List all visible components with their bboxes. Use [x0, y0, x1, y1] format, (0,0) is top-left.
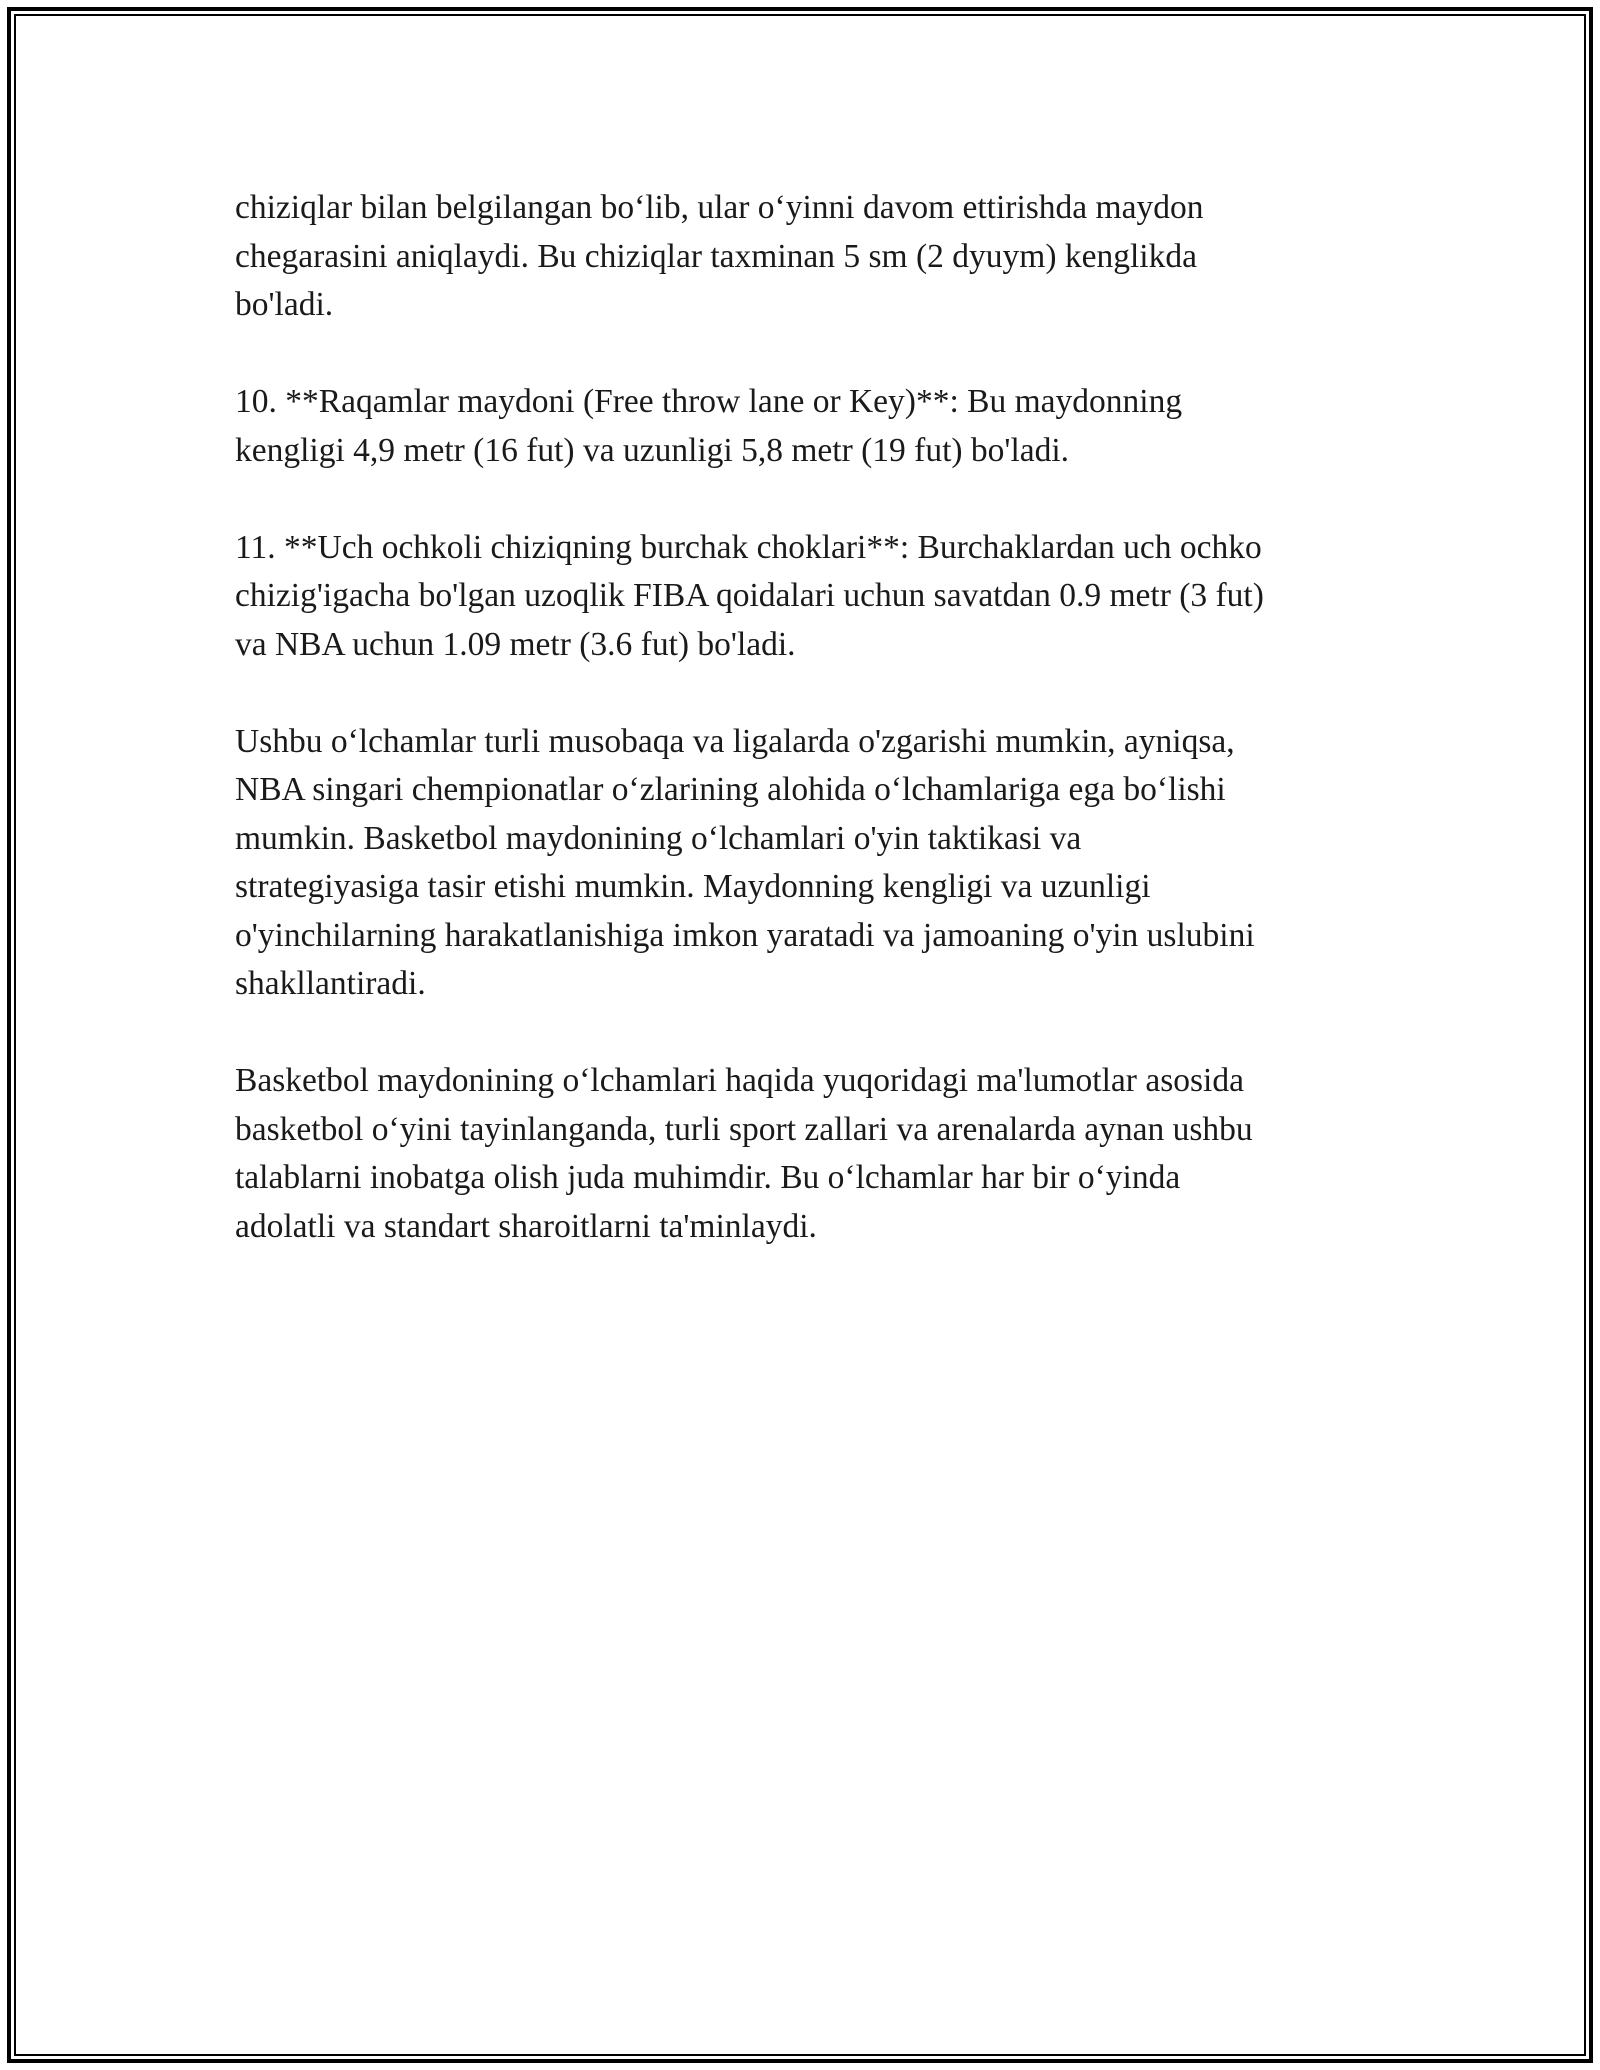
paragraph-boundary-lines: chiziqlar bilan belgilangan bo‘lib, ular o‘yinni davom ettirishda maydon chegarasini aniqlaydi. Bu chiziqlar taxminan 5 sm (2 dyuym) kenglikda bo'ladi.: [235, 189, 1204, 323]
paragraph-league-variations: Ushbu o‘lchamlar turli musobaqa va ligalarda o'zgarishi mumkin, ayniqsa, NBA singari chempionatlar o‘zlarining alohida o‘lchamlariga ega bo‘lishi mumkin. Basketbol maydonining o‘lchamlari o'yin taktikasi va strategiyasiga tasir etishi mumkin. Maydonning kengligi va uzunligi o'yinchilarning harakatlanishiga imkon yaratadi va jamoaning o'yin uslubini shakllantiradi.: [235, 722, 1255, 1002]
paragraph-free-throw-lane: 10. **Raqamlar maydoni (Free throw lane or Key)**: Bu maydonning kengligi 4,9 metr (16 fut) va uzunligi 5,8 metr (19 fut) bo'ladi.: [235, 383, 1183, 469]
document-body: [235, 184, 1375, 1300]
paragraph-conclusion: Basketbol maydonining o‘lchamlari haqida yuqoridagi ma'lumotlar asosida basketbol o‘yini tayinlanganda, turli sport zallari va arenalarda aynan ushbu talablarni inobatga olish juda muhimdir. Bu o‘lchamlar har bir o‘yinda adolatli va standart sharoitlarni ta'minlaydi.: [235, 1062, 1253, 1245]
paragraph-three-point-corners: 11. **Uch ochkoli chiziqning burchak choklari**: Burchaklardan uch ochko chizig'igacha bo'lgan uzoqlik FIBA qoidalari uchun savatdan 0.9 metr (3 fut) va NBA uchun 1.09 metr (3.6 fut) bo'ladi.: [235, 528, 1264, 663]
